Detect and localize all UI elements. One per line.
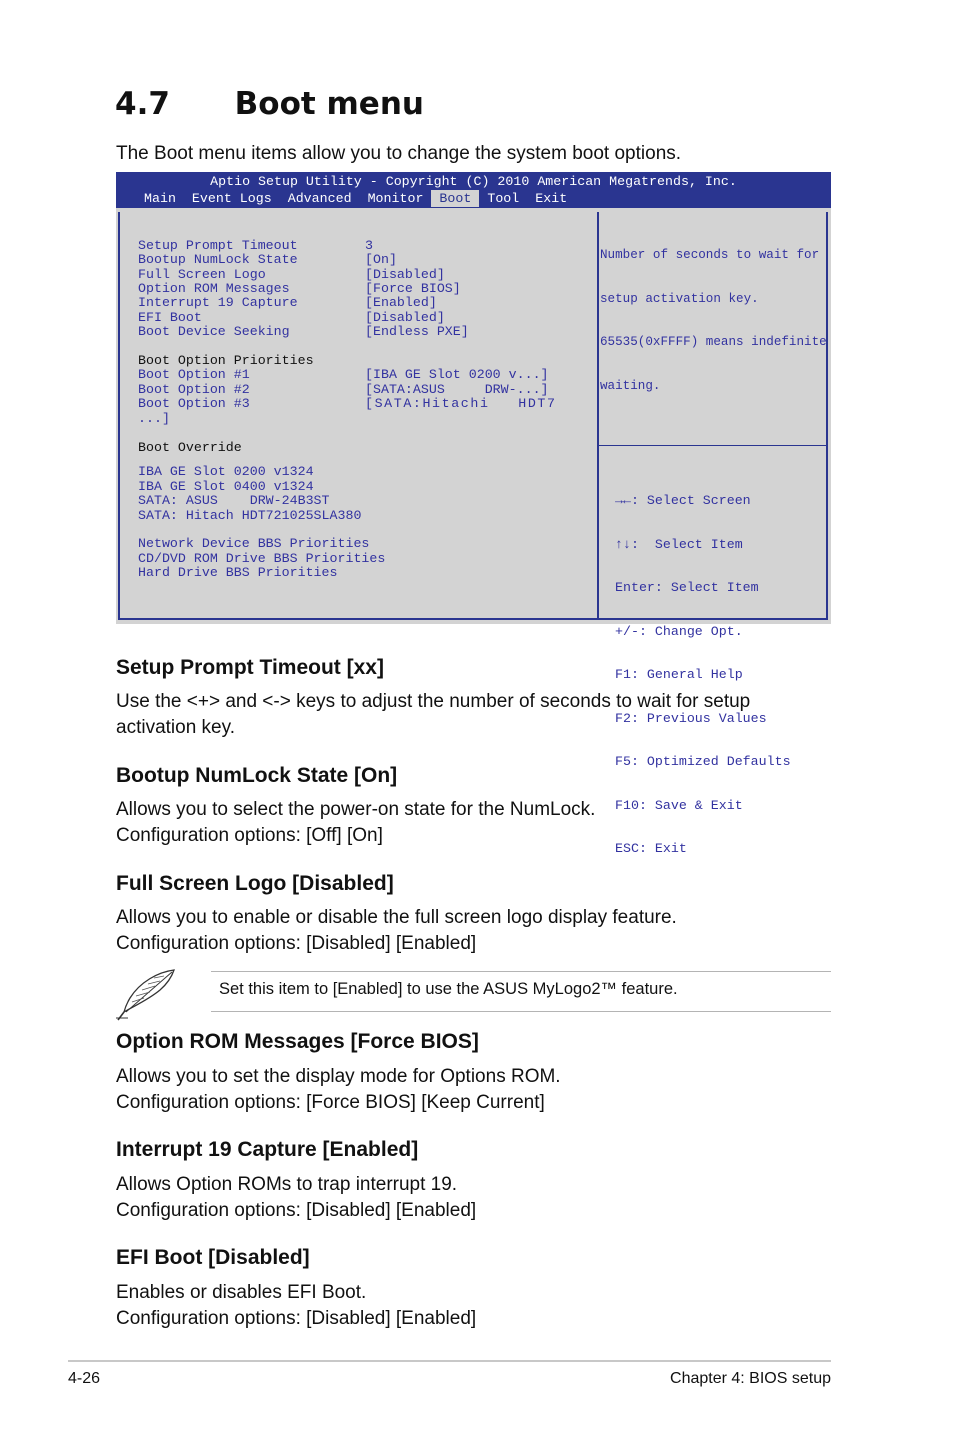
bios-header [116, 172, 831, 208]
tab-exit[interactable]: Exit [535, 191, 568, 206]
page-title: 4.7 Boot menu [115, 86, 424, 122]
help-line: Number of seconds to wait for [600, 248, 820, 262]
key-legend [615, 465, 791, 886]
section-text [116, 689, 750, 741]
key-line: F10: Save & Exit [615, 797, 743, 813]
setting-value[interactable]: 3 [365, 238, 373, 253]
setting-value[interactable]: [Endless PXE] [365, 324, 469, 339]
boot-option-continuation: ...] [138, 411, 170, 426]
section-heading: Full Screen Logo [Disabled] [116, 872, 394, 895]
section-line: Configuration options: [Disabled] [Enabled] [116, 1200, 477, 1221]
key-line: F2: Previous Values [615, 710, 767, 726]
setting-value[interactable]: [On] [365, 252, 397, 267]
section-line: Allows you to enable or disable the full screen logo display feature. [116, 907, 677, 928]
key-line: →←: Select Screen [615, 493, 751, 508]
key-line: ↑↓: Select Item [615, 536, 743, 552]
key-line: Enter: Select Item [615, 580, 759, 595]
bbs-item[interactable]: CD/DVD ROM Drive BBS Priorities [138, 551, 386, 566]
override-item[interactable]: IBA GE Slot 0400 v1324 [138, 479, 314, 494]
boot-option-value[interactable]: [IBA GE Slot 0200 v...] [365, 367, 549, 382]
chapter-title: Chapter 4: BIOS setup [670, 1370, 831, 1387]
tab-advanced[interactable]: Advanced [287, 191, 352, 206]
tab-event-logs[interactable]: Event Logs [191, 191, 272, 206]
setting-value[interactable]: [Disabled] [365, 310, 445, 325]
section-heading: Interrupt 19 Capture [Enabled] [116, 1138, 419, 1161]
section-heading: Option ROM Messages [Force BIOS] [116, 1030, 479, 1053]
bios-help-pane [597, 212, 828, 856]
boot-option-label[interactable]: Boot Option #2 [138, 382, 250, 397]
intro-text: The Boot menu items allow you to change the system boot options. [116, 143, 682, 164]
note-text: Set this item to [Enabled] to use the ASUS MyLogo2™ feature. [219, 980, 678, 998]
bios-title: Aptio Setup Utility - Copyright (C) 2010 American Megatrends, Inc. [210, 174, 737, 189]
override-item[interactable]: SATA: Hitach HDT721025SLA380 [138, 508, 362, 523]
key-line: ESC: Exit [615, 841, 687, 856]
key-line: F1: General Help [615, 667, 743, 682]
setting-label[interactable]: Option ROM Messages [138, 281, 290, 296]
section-text [116, 1172, 476, 1224]
setting-value[interactable]: [Force BIOS] [365, 281, 461, 296]
tab-boot[interactable]: Boot [431, 190, 479, 207]
footer-rule [68, 1360, 831, 1362]
bbs-item[interactable]: Hard Drive BBS Priorities [138, 565, 338, 580]
setting-value[interactable]: [Enabled] [365, 295, 437, 310]
section-text [116, 797, 595, 849]
section-line: Configuration options: [Off] [On] [116, 825, 383, 846]
note-bottom-rule [211, 1011, 831, 1012]
section-line: Configuration options: [Disabled] [Enabled] [116, 1308, 477, 1329]
bbs-item[interactable]: Network Device BBS Priorities [138, 536, 370, 551]
setting-label[interactable]: Interrupt 19 Capture [138, 295, 298, 310]
key-line: F5: Optimized Defaults [615, 754, 791, 769]
section-line: Use the <+> and <-> keys to adjust the number of seconds to wait for setup [116, 691, 751, 712]
override-header: Boot Override [138, 440, 242, 455]
override-item[interactable]: SATA: ASUS DRW-24B3ST [138, 493, 330, 508]
section-line: Allows Option ROMs to trap interrupt 19. [116, 1174, 458, 1195]
section-line: Allows you to select the power-on state for the NumLock. [116, 799, 596, 820]
setting-label[interactable]: Boot Device Seeking [138, 324, 290, 339]
section-line: Enables or disables EFI Boot. [116, 1282, 367, 1303]
tab-tool[interactable]: Tool [487, 191, 520, 206]
boot-option-label[interactable]: Boot Option #3 [138, 396, 250, 411]
key-line: +/-: Change Opt. [615, 623, 743, 639]
feather-pen-icon [114, 966, 180, 1027]
setting-label[interactable]: Bootup NumLock State [138, 252, 298, 267]
boot-option-value[interactable]: [SATA:Hitachi HDT7 [365, 396, 557, 411]
note-top-rule [211, 971, 831, 972]
help-text [600, 219, 827, 422]
bios-settings-pane [118, 212, 599, 620]
setting-label[interactable]: Full Screen Logo [138, 267, 266, 282]
section-text [116, 1280, 476, 1332]
boot-option-label[interactable]: Boot Option #1 [138, 367, 250, 382]
override-item[interactable]: IBA GE Slot 0200 v1324 [138, 464, 314, 479]
section-line: activation key. [116, 717, 235, 738]
bios-tabs [136, 190, 575, 207]
setting-label[interactable]: EFI Boot [138, 310, 202, 325]
section-heading: Setup Prompt Timeout [xx] [116, 656, 384, 679]
section-heading: EFI Boot [Disabled] [116, 1246, 310, 1269]
section-line: Allows you to set the display mode for Options ROM. [116, 1066, 561, 1087]
setting-label[interactable]: Setup Prompt Timeout [138, 238, 298, 253]
tab-monitor[interactable]: Monitor [367, 191, 424, 206]
help-line: setup activation key. [600, 291, 759, 306]
help-divider [597, 445, 826, 446]
help-line: 65535(0xFFFF) means indefinite [600, 335, 827, 349]
section-text [116, 1064, 561, 1116]
section-line: Configuration options: [Disabled] [Enabled] [116, 933, 477, 954]
page-number: 4-26 [68, 1370, 101, 1387]
priorities-header: Boot Option Priorities [138, 353, 314, 368]
section-heading: Bootup NumLock State [On] [116, 764, 398, 787]
tab-main[interactable]: Main [144, 191, 176, 206]
section-text [116, 905, 677, 957]
setting-value[interactable]: [Disabled] [365, 267, 445, 282]
section-line: Configuration options: [Force BIOS] [Keep Current] [116, 1092, 545, 1113]
boot-option-value[interactable]: [SATA:ASUS DRW-...] [365, 382, 549, 397]
help-line: waiting. [600, 378, 661, 393]
